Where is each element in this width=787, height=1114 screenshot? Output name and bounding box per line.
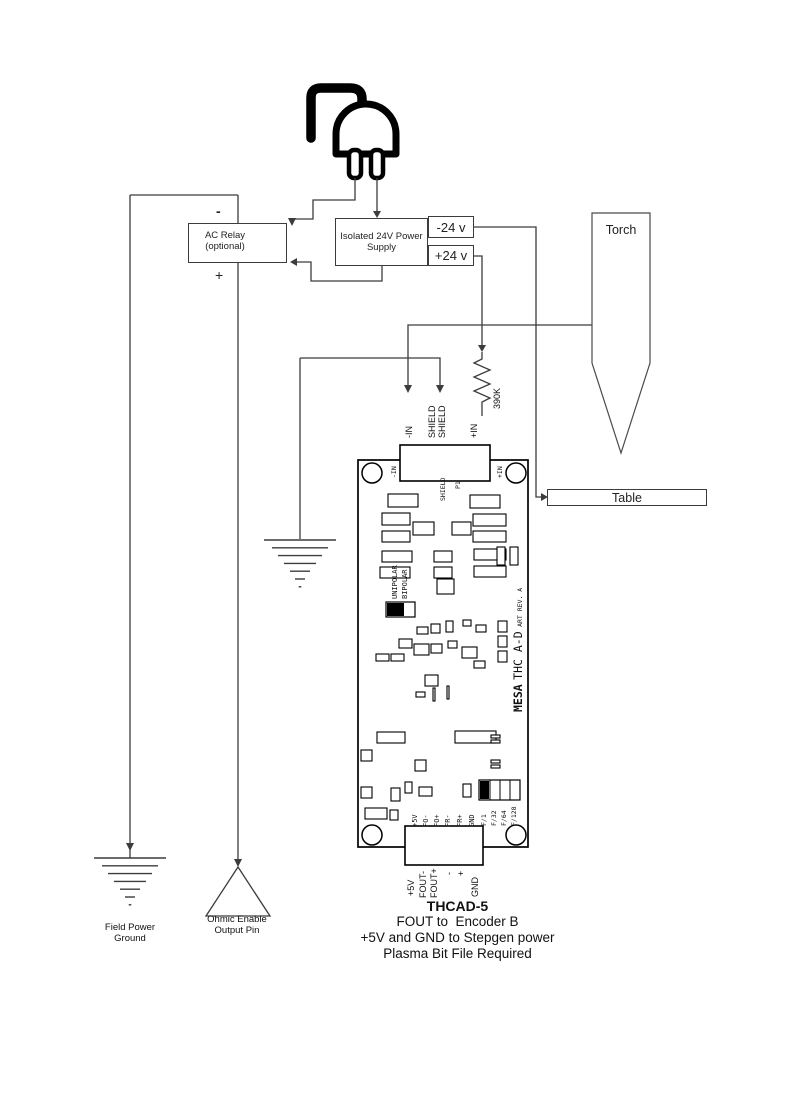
component [474,566,506,577]
component [497,547,505,565]
power-plug-icon [311,88,396,178]
component [414,644,429,655]
component [476,625,486,632]
pin-label-gnd: GND [470,877,480,897]
neg24-output-box: -24 v [428,216,474,238]
component [437,579,454,594]
component [390,810,398,820]
unipolar-label: UNIPOLAR [391,565,399,599]
table-box: Table [547,489,707,506]
component [498,621,507,632]
caption-line-1: FOUT to Encoder B [396,914,519,929]
torch-shape [592,213,650,453]
wire-shield [300,358,440,385]
pin-label-plus: + [456,870,466,876]
component [446,621,453,632]
wire-torch-to-negin [408,325,592,385]
pos-in-label: +IN [469,423,479,438]
divider-jumper [479,780,520,800]
component [462,647,477,658]
component [382,531,410,542]
component [433,688,435,701]
component [491,735,500,738]
component [448,641,457,648]
board-model: THC A-D [511,631,525,680]
output-connector [405,826,483,865]
silk-pin-gnd: GND [468,814,476,827]
shield-label-b: SHIELD [437,405,447,438]
component [382,551,412,562]
silk-p1: P1 [454,481,462,489]
silk-div-f32: F/32 [490,810,498,826]
mounting-hole [362,825,382,845]
component [434,567,452,578]
silk-pin-fr-plus: FR+ [456,814,464,827]
arrowhead [436,385,444,393]
component [413,522,434,535]
field-ground-label: Field Power Ground [104,922,156,944]
silk-pin-5v: +5V [411,814,419,827]
component [376,654,389,661]
component [463,784,471,797]
ohmic-output-pin-symbol [206,867,270,916]
component [388,494,418,507]
component [361,750,372,761]
wire-plug-to-relay [292,178,355,219]
silk-neg-in: -IN [390,466,398,478]
silk-pin-fr-minus: FR- [444,814,452,827]
component [510,547,518,565]
shield-label-a: SHIELD [427,405,437,438]
neg-in-label: -IN [404,426,414,438]
arrowhead [478,345,486,352]
component [491,740,500,743]
component [498,636,507,647]
bipolar-label: BIPOLAR [401,569,409,599]
component [455,731,496,743]
pos24-output-box: +24 v [428,245,474,266]
arrowhead [234,859,242,867]
arrowhead [373,211,381,218]
silk-pin-fo-plus: FO+ [433,814,441,827]
bottom-caption [330,898,585,962]
relay-minus-terminal: - [216,203,221,219]
unipolar-jumper [386,602,415,617]
ac-relay-label: AC Relay (optional) [204,230,246,252]
silk-div-f128: F/128 [510,806,518,826]
component [431,644,442,653]
component [473,531,506,542]
torch-label: Torch [605,223,637,237]
component [463,620,471,626]
component [434,551,452,562]
pin-label-5v: +5V [406,879,416,896]
silk-pos-in: +IN [496,466,504,478]
mounting-hole [506,463,526,483]
board-rev: ART REV. A [516,587,524,627]
arrowhead [288,218,296,226]
component [447,686,449,699]
component [419,787,432,796]
silk-div-f1: F/1 [480,814,488,826]
component [431,624,440,633]
component [391,654,404,661]
silk-shield: SHIELD [439,477,447,501]
component [473,514,506,526]
power-supply-box: Isolated 24V Power Supply [335,218,428,266]
mesa-logo: MESA [511,684,525,712]
component [377,732,405,743]
wire-pos24-to-resistor [474,256,482,345]
pin-label-minus: - [444,872,454,875]
arrowhead [126,843,134,851]
caption-line-2: +5V and GND to Stepgen power [360,930,555,945]
component [491,760,500,763]
silk-div-f64: F/64 [500,810,508,826]
component [382,513,410,525]
component [399,639,412,648]
component [417,627,428,634]
resistor-value-label: 390K [492,387,502,409]
resistor-icon [474,352,490,416]
component [361,787,372,798]
component [416,692,425,697]
pin-label-fout-minus: FOUT- [418,871,428,898]
arrowhead [290,258,297,266]
input-connector [400,445,490,481]
mounting-hole [506,825,526,845]
component [452,522,471,535]
arrowhead [404,385,412,393]
component [498,651,507,662]
component [474,661,485,668]
board-brand-text [510,588,526,712]
mounting-hole [362,463,382,483]
component [470,495,500,508]
relay-plus-terminal: + [215,267,224,283]
component [415,760,426,771]
component [425,675,438,686]
ohmic-label: Ohmic Enable Output Pin [207,914,267,936]
pin-label-fout-plus: FOUT+ [429,868,439,898]
thcad-board [358,445,528,865]
component [365,808,387,819]
silk-pin-fo-minus: FO- [422,814,430,827]
component [405,782,412,793]
component [491,765,500,768]
caption-line-3: Plasma Bit File Required [383,946,532,961]
component [391,788,400,801]
board-name-title: THCAD-5 [426,898,489,914]
